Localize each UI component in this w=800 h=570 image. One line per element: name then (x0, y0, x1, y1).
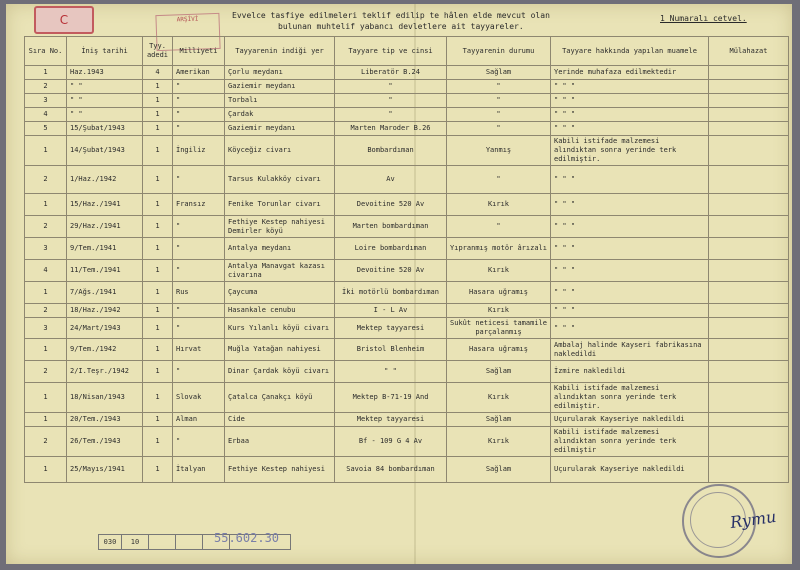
header-line-1: Evvelce tasfiye edilmeleri teklif edilip te hâlen elde mevcut olan (232, 11, 550, 20)
table-cell: 2/I.Teşr./1942 (67, 361, 143, 383)
table-row (25, 457, 789, 483)
table-cell: " " (67, 80, 143, 94)
table-cell: Gaziemir meydanı (225, 80, 335, 94)
table-cell: Amerikan (173, 66, 225, 80)
table-cell: " " " (551, 166, 709, 194)
table-cell: Bf - 109 G 4 Av (335, 427, 447, 457)
table-cell: 1 (25, 136, 67, 166)
table-cell: " " (67, 108, 143, 122)
table-cell: Loire bombardıman (335, 238, 447, 260)
table-cell: Sukût neticesi tamamile parçalanmış (447, 318, 551, 339)
table-cell (709, 318, 789, 339)
table-cell: 1 (143, 282, 173, 304)
table-cell: 1 (143, 260, 173, 282)
table-cell: 1 (143, 194, 173, 216)
table-cell: " (447, 80, 551, 94)
table-cell: " (173, 94, 225, 108)
table-cell: Çardak (225, 108, 335, 122)
table-cell: Devoitine 520 Av (335, 194, 447, 216)
table-cell: 1 (143, 427, 173, 457)
footer-cell: 10 (122, 535, 149, 549)
archive-stamp-text: ARŞİVİ (155, 13, 220, 51)
table-cell: Kurs Yılanlı köyü civarı (225, 318, 335, 339)
table-cell: Erbaa (225, 427, 335, 457)
table-cell: " (173, 108, 225, 122)
table-cell: 1 (143, 238, 173, 260)
table-cell: Bristol Blenheim (335, 339, 447, 361)
table-cell: Devoitine 520 Av (335, 260, 447, 282)
table-cell: 3 (25, 94, 67, 108)
table-cell (709, 108, 789, 122)
table-cell: 4 (25, 108, 67, 122)
table-cell: " (173, 304, 225, 318)
table-row (25, 238, 789, 260)
table-cell: Tarsus Kulakköy civarı (225, 166, 335, 194)
table-cell (709, 361, 789, 383)
table-cell: " (335, 80, 447, 94)
table-cell: İngiliz (173, 136, 225, 166)
table-cell: Mektep tayyaresi (335, 318, 447, 339)
archive-stamp (34, 6, 94, 34)
col-header: İniş tarihi (67, 37, 143, 66)
table-cell: " (173, 427, 225, 457)
table-body (25, 66, 789, 483)
crescent-star-icon: C (59, 13, 69, 27)
table-cell: 5 (25, 122, 67, 136)
table-cell: 1 (143, 166, 173, 194)
table-cell: 15/Haz./1941 (67, 194, 143, 216)
table-cell: Fethiye Kestep nahiyesi Demirler köyü (225, 216, 335, 238)
table-cell: Liberatör B.24 (335, 66, 447, 80)
table-cell: 1 (25, 383, 67, 413)
table-cell: Köyceğiz civarı (225, 136, 335, 166)
table-cell: Çorlu meydanı (225, 66, 335, 80)
table-cell: 1 (143, 108, 173, 122)
table-cell: " (173, 216, 225, 238)
table-cell: " (173, 318, 225, 339)
table-cell: 1 (143, 216, 173, 238)
table-cell: " " " (551, 94, 709, 108)
header-line-2: bulunan muhtelif yabancı devletlere ait tayyareler. (278, 22, 524, 31)
table-cell: 9/Tem./1942 (67, 339, 143, 361)
table-cell: 1 (25, 194, 67, 216)
table-cell: Sağlam (447, 457, 551, 483)
table-cell: 1 (143, 304, 173, 318)
table-cell: 1 (25, 413, 67, 427)
table-cell: Hasara uğramış (447, 282, 551, 304)
table-cell: Gaziemir meydanı (225, 122, 335, 136)
table-cell: Çatalca Çanakçı köyü (225, 383, 335, 413)
table-cell: Dinar Çardak köyü civarı (225, 361, 335, 383)
table-cell: " (173, 238, 225, 260)
table-cell (709, 282, 789, 304)
table-cell: Kırık (447, 427, 551, 457)
table-cell: " (173, 80, 225, 94)
table-cell: 4 (25, 260, 67, 282)
table-cell: 1/Haz./1942 (67, 166, 143, 194)
table-cell (709, 457, 789, 483)
table-cell: 3 (25, 238, 67, 260)
table-cell: " " (335, 361, 447, 383)
table-cell: Hırvat (173, 339, 225, 361)
table-row (25, 318, 789, 339)
table-cell: Antalya Manavgat kazası civarına (225, 260, 335, 282)
table-cell: Fransız (173, 194, 225, 216)
col-header: Mülahazat (709, 37, 789, 66)
table-cell: 1 (143, 457, 173, 483)
table-row (25, 304, 789, 318)
table-cell: Kabili istifade malzemesi alındıktan sonra yerinde terk edilmiştir (551, 427, 709, 457)
col-header: Sıra No. (25, 37, 67, 66)
table-cell: " " " (551, 80, 709, 94)
table-row (25, 80, 789, 94)
table-header-row (25, 37, 789, 66)
table-cell: Uçurularak Kayseriye nakledildi (551, 413, 709, 427)
table-cell: 2 (25, 427, 67, 457)
table-row (25, 136, 789, 166)
table-cell: " " (67, 94, 143, 108)
col-header: Tayyare hakkında yapılan muamele (551, 37, 709, 66)
table-cell: Kırık (447, 260, 551, 282)
table-cell: 1 (25, 457, 67, 483)
table-row (25, 339, 789, 361)
table-number-label: 1 Numaralı cetvel. (660, 14, 747, 23)
table-cell: " (173, 122, 225, 136)
col-header: Tayyarenin indiği yer (225, 37, 335, 66)
table-cell: 24/Mart/1943 (67, 318, 143, 339)
table-cell: Sağlam (447, 361, 551, 383)
table-cell: 25/Mayıs/1941 (67, 457, 143, 483)
col-header: Tayyare tip ve cinsi (335, 37, 447, 66)
table-cell: Yerinde muhafaza edilmektedir (551, 66, 709, 80)
table-cell: " " " (551, 122, 709, 136)
table-cell (709, 304, 789, 318)
table-cell: 1 (143, 413, 173, 427)
table-cell (709, 260, 789, 282)
table-cell: " (447, 166, 551, 194)
table-cell: 15/Şubat/1943 (67, 122, 143, 136)
signature: Rymu (728, 506, 778, 533)
table-cell: Kabili istifade malzemesi alındıktan sonra yerinde terk edilmiştir. (551, 383, 709, 413)
table-cell: " " " (551, 260, 709, 282)
table-cell (709, 339, 789, 361)
table-cell: Muğla Yatağan nahiyesi (225, 339, 335, 361)
table-row (25, 383, 789, 413)
col-header: Tayyarenin durumu (447, 37, 551, 66)
table-cell: Fenike Torunlar civarı (225, 194, 335, 216)
table-cell: " " " (551, 282, 709, 304)
table-cell: 3 (25, 318, 67, 339)
table-cell: 26/Tem./1943 (67, 427, 143, 457)
table-row (25, 361, 789, 383)
table-cell (709, 80, 789, 94)
table-cell: Sağlam (447, 66, 551, 80)
table-cell: Savoia 84 bombardıman (335, 457, 447, 483)
table-cell: 2 (25, 304, 67, 318)
table-cell: Alman (173, 413, 225, 427)
table-cell: 1 (143, 318, 173, 339)
table-cell: Av (335, 166, 447, 194)
table-cell: 4 (143, 66, 173, 80)
table-cell: " (173, 260, 225, 282)
table-cell: 11/Tem./1941 (67, 260, 143, 282)
table-cell: Slovak (173, 383, 225, 413)
archive-number: 55.602.30 (214, 531, 280, 545)
table-row (25, 216, 789, 238)
table-cell: Sağlam (447, 413, 551, 427)
table-cell: " (173, 166, 225, 194)
table-row (25, 108, 789, 122)
table-row (25, 413, 789, 427)
table-cell: I - L Av (335, 304, 447, 318)
table-cell: 7/Ağs./1941 (67, 282, 143, 304)
table-cell: " (447, 122, 551, 136)
table-cell: " (447, 216, 551, 238)
table-cell: Kabili istifade malzemesi alındıktan sonra yerinde terk edilmiştir. (551, 136, 709, 166)
table-cell: Rus (173, 282, 225, 304)
table-cell: Marten bombardıman (335, 216, 447, 238)
table-cell: 18/Nisan/1943 (67, 383, 143, 413)
table-cell: " (447, 94, 551, 108)
table-cell: İki motörlü bombardıman (335, 282, 447, 304)
aircraft-table (24, 36, 789, 483)
table-cell: Uçurularak Kayseriye nakledildi (551, 457, 709, 483)
table-row (25, 427, 789, 457)
table-cell: " (173, 361, 225, 383)
table-cell: " (447, 108, 551, 122)
table-cell: Mektep tayyaresi (335, 413, 447, 427)
table-cell: 1 (25, 339, 67, 361)
col-header: Milliyeti (173, 37, 225, 66)
table-cell: 1 (25, 282, 67, 304)
table-cell: 14/Şubat/1943 (67, 136, 143, 166)
table-cell: 2 (25, 361, 67, 383)
table-cell: 20/Tem./1943 (67, 413, 143, 427)
table-cell (709, 238, 789, 260)
table-cell: " " " (551, 304, 709, 318)
table-cell: 1 (143, 122, 173, 136)
table-cell: 1 (143, 94, 173, 108)
table-cell: Cide (225, 413, 335, 427)
table-cell (709, 216, 789, 238)
table-cell (709, 94, 789, 108)
table-cell: Yıpranmış motör ârızalı (447, 238, 551, 260)
table-cell: 1 (143, 136, 173, 166)
table-row (25, 194, 789, 216)
table-cell: 2 (25, 216, 67, 238)
table-cell (709, 383, 789, 413)
table-cell: Kırık (447, 304, 551, 318)
table-cell: Yanmış (447, 136, 551, 166)
table-cell: 1 (143, 361, 173, 383)
footer-cell (149, 535, 176, 549)
table-row (25, 66, 789, 80)
table-cell (709, 194, 789, 216)
table-cell (709, 66, 789, 80)
table-cell: " " " (551, 216, 709, 238)
table-row (25, 260, 789, 282)
table-cell: " (335, 108, 447, 122)
table-cell: 1 (25, 66, 67, 80)
table-cell (709, 413, 789, 427)
table-cell: Ambalaj halinde Kayseri fabrikasına nakledildi (551, 339, 709, 361)
table-cell: İtalyan (173, 457, 225, 483)
table-cell: Mektep B-71-19 And (335, 383, 447, 413)
table-cell: 29/Haz./1941 (67, 216, 143, 238)
table-cell: Marten Maroder B.26 (335, 122, 447, 136)
table-row (25, 94, 789, 108)
table-cell (709, 166, 789, 194)
table-cell: 2 (25, 80, 67, 94)
table-cell: 2 (25, 166, 67, 194)
table-cell: Haz.1943 (67, 66, 143, 80)
table-row (25, 122, 789, 136)
table-cell: " " " (551, 108, 709, 122)
table-cell: " " " (551, 238, 709, 260)
document-page (6, 4, 792, 564)
table-cell (709, 136, 789, 166)
table-cell: Antalya meydanı (225, 238, 335, 260)
table-cell: Kırık (447, 194, 551, 216)
table-cell: 1 (143, 383, 173, 413)
table-cell: 1 (143, 80, 173, 94)
table-cell: 9/Tem./1941 (67, 238, 143, 260)
table-row (25, 166, 789, 194)
table-cell: Torbalı (225, 94, 335, 108)
table-cell: Hasankale cenubu (225, 304, 335, 318)
table-cell: Bombardıman (335, 136, 447, 166)
table-cell: Kırık (447, 383, 551, 413)
table-row (25, 282, 789, 304)
table-cell: " " " (551, 194, 709, 216)
table-cell (709, 122, 789, 136)
table-cell: " (335, 94, 447, 108)
table-cell (709, 427, 789, 457)
table-cell: İzmire nakledildi (551, 361, 709, 383)
table-cell: Çaycuma (225, 282, 335, 304)
table-cell: " " " (551, 318, 709, 339)
table-cell: Fethiye Kestep nahiyesi (225, 457, 335, 483)
table-cell: 18/Haz./1942 (67, 304, 143, 318)
footer-cell (176, 535, 203, 549)
col-header: Tyy. adedi (143, 37, 173, 66)
table-cell: 1 (143, 339, 173, 361)
footer-cell: 030 (99, 535, 122, 549)
table-cell: Hasara uğramış (447, 339, 551, 361)
